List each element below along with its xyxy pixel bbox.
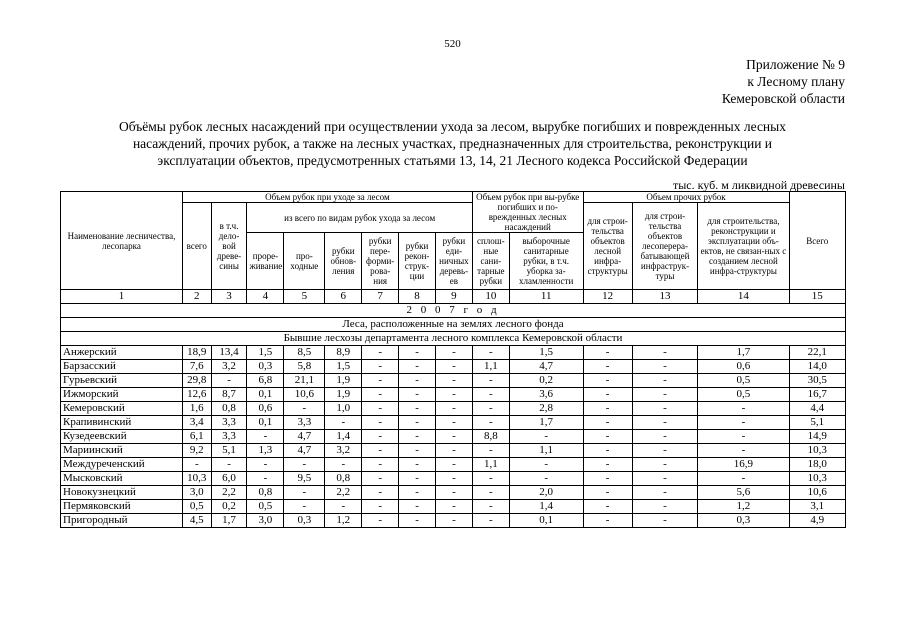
- value-cell: 3,2: [325, 444, 362, 458]
- value-cell: 3,3: [284, 416, 325, 430]
- value-cell: 6,1: [182, 430, 211, 444]
- value-cell: -: [362, 360, 399, 374]
- value-cell: -: [211, 458, 247, 472]
- value-cell: 3,4: [182, 416, 211, 430]
- value-cell: 3,0: [247, 514, 284, 528]
- section-lands-label: Леса, расположенные на землях лесного фонда: [61, 318, 846, 332]
- value-cell: -: [583, 374, 632, 388]
- value-cell: -: [362, 402, 399, 416]
- year-row: [61, 304, 846, 318]
- value-cell: -: [399, 360, 436, 374]
- value-cell: 0,1: [247, 388, 284, 402]
- section-row-lands: [61, 318, 846, 332]
- value-cell: -: [632, 458, 698, 472]
- value-cell: 0,1: [509, 514, 583, 528]
- value-cell: 14,0: [789, 360, 846, 374]
- value-cell: -: [325, 458, 362, 472]
- table-row: [61, 458, 846, 472]
- column-number-cell: 13: [632, 290, 698, 304]
- value-cell: 1,9: [325, 374, 362, 388]
- value-cell: -: [435, 472, 472, 486]
- value-cell: -: [583, 514, 632, 528]
- column-number-cell: 9: [435, 290, 472, 304]
- value-cell: -: [632, 430, 698, 444]
- table-row: [61, 416, 846, 430]
- column-number-cell: 1: [61, 290, 183, 304]
- column-number-cell: 12: [583, 290, 632, 304]
- forestry-name: Кузедеевский: [61, 430, 183, 444]
- column-number-cell: 8: [399, 290, 436, 304]
- value-cell: 0,5: [247, 500, 284, 514]
- value-cell: -: [632, 514, 698, 528]
- value-cell: -: [472, 374, 509, 388]
- header-renewal: рубки обнов-ления: [325, 233, 362, 290]
- value-cell: -: [284, 458, 325, 472]
- value-cell: -: [247, 472, 284, 486]
- value-cell: 16,9: [698, 458, 789, 472]
- value-cell: -: [362, 388, 399, 402]
- value-cell: -: [435, 430, 472, 444]
- value-cell: -: [399, 444, 436, 458]
- value-cell: -: [435, 346, 472, 360]
- value-cell: 10,3: [789, 472, 846, 486]
- value-cell: -: [284, 500, 325, 514]
- value-cell: -: [211, 374, 247, 388]
- value-cell: -: [399, 500, 436, 514]
- value-cell: -: [583, 402, 632, 416]
- appendix-note: [722, 56, 845, 107]
- forestry-name: Новокузнецкий: [61, 486, 183, 500]
- header-thinning-2: про-ходные: [284, 233, 325, 290]
- value-cell: 12,6: [182, 388, 211, 402]
- header-incl-wood: в т.ч. дело-вой древе-сины: [211, 203, 247, 290]
- column-number-cell: 3: [211, 290, 247, 304]
- value-cell: 0,5: [698, 388, 789, 402]
- forestry-name: Ижморский: [61, 388, 183, 402]
- value-cell: 4,7: [284, 430, 325, 444]
- value-cell: 4,7: [509, 360, 583, 374]
- value-cell: 0,3: [247, 360, 284, 374]
- header-dead-select: выборочные санитарные рубки, в т.ч. уборка за-хламленности: [509, 233, 583, 290]
- value-cell: 1,4: [325, 430, 362, 444]
- value-cell: 0,5: [698, 374, 789, 388]
- value-cell: -: [362, 430, 399, 444]
- value-cell: 3,0: [182, 486, 211, 500]
- header-other-infra: для строи-тельства объектов лесной инфра-структуры: [583, 203, 632, 290]
- value-cell: -: [399, 388, 436, 402]
- value-cell: -: [509, 458, 583, 472]
- value-cell: -: [399, 374, 436, 388]
- value-cell: 14,9: [789, 430, 846, 444]
- value-cell: 0,6: [698, 360, 789, 374]
- value-cell: 0,2: [211, 500, 247, 514]
- value-cell: -: [435, 416, 472, 430]
- value-cell: -: [435, 388, 472, 402]
- value-cell: 1,2: [325, 514, 362, 528]
- forestry-name: Мариинский: [61, 444, 183, 458]
- value-cell: -: [362, 486, 399, 500]
- table-row: [61, 514, 846, 528]
- column-number-cell: 5: [284, 290, 325, 304]
- value-cell: -: [472, 444, 509, 458]
- value-cell: -: [362, 374, 399, 388]
- value-cell: 5,1: [789, 416, 846, 430]
- value-cell: -: [399, 346, 436, 360]
- value-cell: 8,8: [472, 430, 509, 444]
- value-cell: -: [583, 458, 632, 472]
- value-cell: 0,3: [698, 514, 789, 528]
- value-cell: 1,6: [182, 402, 211, 416]
- forestry-name: Пригородный: [61, 514, 183, 528]
- value-cell: 10,6: [789, 486, 846, 500]
- value-cell: -: [472, 486, 509, 500]
- value-cell: 0,8: [211, 402, 247, 416]
- value-cell: 16,7: [789, 388, 846, 402]
- header-by-type: из всего по видам рубок ухода за лесом: [247, 203, 472, 233]
- value-cell: -: [698, 430, 789, 444]
- value-cell: -: [632, 444, 698, 458]
- value-cell: -: [632, 472, 698, 486]
- value-cell: -: [362, 458, 399, 472]
- value-cell: -: [435, 514, 472, 528]
- value-cell: -: [632, 360, 698, 374]
- value-cell: 2,2: [211, 486, 247, 500]
- value-cell: -: [583, 500, 632, 514]
- column-number-cell: 6: [325, 290, 362, 304]
- value-cell: -: [632, 388, 698, 402]
- value-cell: 21,1: [284, 374, 325, 388]
- table-row: [61, 430, 846, 444]
- table-row: [61, 486, 846, 500]
- value-cell: -: [247, 458, 284, 472]
- value-cell: -: [472, 514, 509, 528]
- header-other-processing: для строи-тельства объектов лесоперера-батывающей инфраструк-туры: [632, 203, 698, 290]
- value-cell: 1,3: [247, 444, 284, 458]
- header-name: Наименование лесничества, лесопарка: [61, 192, 183, 290]
- value-cell: -: [325, 416, 362, 430]
- value-cell: -: [472, 346, 509, 360]
- column-number-cell: 2: [182, 290, 211, 304]
- appendix-line-1: Приложение № 9: [746, 57, 845, 72]
- value-cell: -: [583, 444, 632, 458]
- year-label: 2 0 0 7 г о д: [61, 304, 846, 318]
- value-cell: -: [583, 388, 632, 402]
- value-cell: -: [583, 430, 632, 444]
- section-row-leskhozes: [61, 332, 846, 346]
- value-cell: 6,0: [211, 472, 247, 486]
- header-grand-total: Всего: [789, 192, 846, 290]
- value-cell: -: [362, 500, 399, 514]
- forestry-name: Крапивинский: [61, 416, 183, 430]
- value-cell: -: [435, 486, 472, 500]
- value-cell: 10,3: [789, 444, 846, 458]
- value-cell: -: [632, 374, 698, 388]
- value-cell: 30,5: [789, 374, 846, 388]
- title-line-1: Объёмы рубок лесных насаждений при осуществлении ухода за лесом, вырубке погибших и поврежденных лесных: [119, 119, 786, 134]
- value-cell: 1,1: [509, 444, 583, 458]
- value-cell: 9,2: [182, 444, 211, 458]
- value-cell: -: [362, 472, 399, 486]
- value-cell: -: [509, 472, 583, 486]
- value-cell: -: [362, 444, 399, 458]
- harvest-volume-table: [60, 191, 846, 528]
- value-cell: 22,1: [789, 346, 846, 360]
- value-cell: 0,8: [325, 472, 362, 486]
- value-cell: 8,9: [325, 346, 362, 360]
- header-thinning-1: проре-живание: [247, 233, 284, 290]
- appendix-line-3: Кемеровской области: [721, 91, 845, 106]
- document-title: [60, 118, 845, 169]
- value-cell: -: [632, 486, 698, 500]
- value-cell: -: [435, 374, 472, 388]
- value-cell: -: [698, 444, 789, 458]
- value-cell: 0,3: [284, 514, 325, 528]
- forestry-name: Пермяковский: [61, 500, 183, 514]
- value-cell: 29,8: [182, 374, 211, 388]
- forestry-name: Междуреченский: [61, 458, 183, 472]
- table-body: [61, 290, 846, 528]
- forestry-name: Анжерский: [61, 346, 183, 360]
- value-cell: -: [362, 514, 399, 528]
- value-cell: -: [472, 500, 509, 514]
- value-cell: 18,9: [182, 346, 211, 360]
- value-cell: -: [435, 444, 472, 458]
- header-reform: рубки пере-форми-рова-ния: [362, 233, 399, 290]
- value-cell: 1,7: [698, 346, 789, 360]
- value-cell: 5,6: [698, 486, 789, 500]
- value-cell: -: [583, 472, 632, 486]
- value-cell: 8,5: [284, 346, 325, 360]
- value-cell: 7,6: [182, 360, 211, 374]
- column-numbers-row: [61, 290, 846, 304]
- table-row: [61, 500, 846, 514]
- table-header: [61, 192, 846, 290]
- value-cell: 8,7: [211, 388, 247, 402]
- value-cell: -: [399, 458, 436, 472]
- value-cell: -: [583, 360, 632, 374]
- value-cell: 1,7: [509, 416, 583, 430]
- value-cell: -: [399, 514, 436, 528]
- page-number: 520: [444, 38, 461, 50]
- value-cell: 1,4: [509, 500, 583, 514]
- value-cell: -: [632, 402, 698, 416]
- value-cell: 5,8: [284, 360, 325, 374]
- value-cell: 2,2: [325, 486, 362, 500]
- header-care-group: Объем рубок при уходе за лесом: [182, 192, 472, 203]
- header-other-group: Объем прочих рубок: [583, 192, 789, 203]
- value-cell: 4,4: [789, 402, 846, 416]
- value-cell: 6,8: [247, 374, 284, 388]
- value-cell: -: [435, 402, 472, 416]
- header-dead-group: Объем рубок при вы-рубке погибших и по-врежденных лесных насаждений: [472, 192, 583, 233]
- value-cell: -: [247, 430, 284, 444]
- header-single-trees: рубки еди-ничных деревь-ев: [435, 233, 472, 290]
- value-cell: -: [472, 416, 509, 430]
- value-cell: 3,1: [789, 500, 846, 514]
- value-cell: -: [435, 458, 472, 472]
- value-cell: 1,0: [325, 402, 362, 416]
- header-dead-clear: сплош-ные сани-тарные рубки: [472, 233, 509, 290]
- value-cell: 4,5: [182, 514, 211, 528]
- value-cell: -: [362, 346, 399, 360]
- value-cell: 3,3: [211, 430, 247, 444]
- column-number-cell: 7: [362, 290, 399, 304]
- value-cell: 10,3: [182, 472, 211, 486]
- value-cell: -: [399, 486, 436, 500]
- value-cell: -: [583, 416, 632, 430]
- value-cell: -: [632, 346, 698, 360]
- value-cell: -: [698, 416, 789, 430]
- value-cell: 4,9: [789, 514, 846, 528]
- value-cell: -: [472, 472, 509, 486]
- header-other-nonforest: для строительства, реконструкции и эксплуатации объ-ектов, не связан-ных с созданием лесной инфра-структуры: [698, 203, 789, 290]
- value-cell: 1,5: [325, 360, 362, 374]
- value-cell: -: [399, 472, 436, 486]
- value-cell: 3,2: [211, 360, 247, 374]
- forestry-name: Мысковский: [61, 472, 183, 486]
- value-cell: -: [472, 402, 509, 416]
- title-line-2: насаждений, прочих рубок, а также на лесных участках, предназначенных для строительства, реконструкции и: [132, 136, 773, 151]
- forestry-name: Барзасский: [61, 360, 183, 374]
- value-cell: -: [182, 458, 211, 472]
- table-row: [61, 374, 846, 388]
- value-cell: -: [435, 500, 472, 514]
- value-cell: -: [472, 388, 509, 402]
- value-cell: 0,5: [182, 500, 211, 514]
- value-cell: 1,2: [698, 500, 789, 514]
- value-cell: 0,1: [247, 416, 284, 430]
- value-cell: 3,3: [211, 416, 247, 430]
- value-cell: -: [435, 360, 472, 374]
- value-cell: 1,9: [325, 388, 362, 402]
- value-cell: -: [399, 416, 436, 430]
- value-cell: -: [399, 430, 436, 444]
- value-cell: -: [698, 472, 789, 486]
- units-label: тыс. куб. м ликвидной древесины: [673, 178, 845, 192]
- value-cell: 0,2: [509, 374, 583, 388]
- value-cell: 4,7: [284, 444, 325, 458]
- value-cell: -: [632, 500, 698, 514]
- table-row: [61, 402, 846, 416]
- appendix-line-2: к Лесному плану: [747, 74, 845, 89]
- value-cell: 10,6: [284, 388, 325, 402]
- value-cell: 13,4: [211, 346, 247, 360]
- column-number-cell: 14: [698, 290, 789, 304]
- value-cell: 1,7: [211, 514, 247, 528]
- forestry-name: Гурьевский: [61, 374, 183, 388]
- value-cell: -: [399, 402, 436, 416]
- table-row: [61, 444, 846, 458]
- value-cell: 0,6: [247, 402, 284, 416]
- table-row: [61, 346, 846, 360]
- value-cell: 0,8: [247, 486, 284, 500]
- column-number-cell: 4: [247, 290, 284, 304]
- value-cell: 1,5: [247, 346, 284, 360]
- value-cell: 1,5: [509, 346, 583, 360]
- value-cell: -: [698, 402, 789, 416]
- value-cell: -: [284, 402, 325, 416]
- column-number-cell: 15: [789, 290, 846, 304]
- header-total: всего: [182, 203, 211, 290]
- value-cell: 3,6: [509, 388, 583, 402]
- value-cell: 18,0: [789, 458, 846, 472]
- value-cell: -: [509, 430, 583, 444]
- forestry-name: Кемеровский: [61, 402, 183, 416]
- value-cell: -: [583, 346, 632, 360]
- table-row: [61, 388, 846, 402]
- section-leskhozes-label: Бывшие лесхозы департамента лесного комплекса Кемеровской области: [61, 332, 846, 346]
- value-cell: 1,1: [472, 458, 509, 472]
- value-cell: -: [284, 486, 325, 500]
- value-cell: 9,5: [284, 472, 325, 486]
- title-line-3: эксплуатации объектов, предусмотренных статьями 13, 14, 21 Лесного кодекса Российской Федерации: [157, 153, 748, 168]
- column-number-cell: 10: [472, 290, 509, 304]
- value-cell: 5,1: [211, 444, 247, 458]
- column-number-cell: 11: [509, 290, 583, 304]
- table-row: [61, 472, 846, 486]
- table-row: [61, 360, 846, 374]
- value-cell: -: [632, 416, 698, 430]
- value-cell: -: [362, 416, 399, 430]
- value-cell: 2,0: [509, 486, 583, 500]
- header-reconstruction: рубки рекон-струк-ции: [399, 233, 436, 290]
- value-cell: -: [583, 486, 632, 500]
- value-cell: 2,8: [509, 402, 583, 416]
- value-cell: 1,1: [472, 360, 509, 374]
- value-cell: -: [325, 500, 362, 514]
